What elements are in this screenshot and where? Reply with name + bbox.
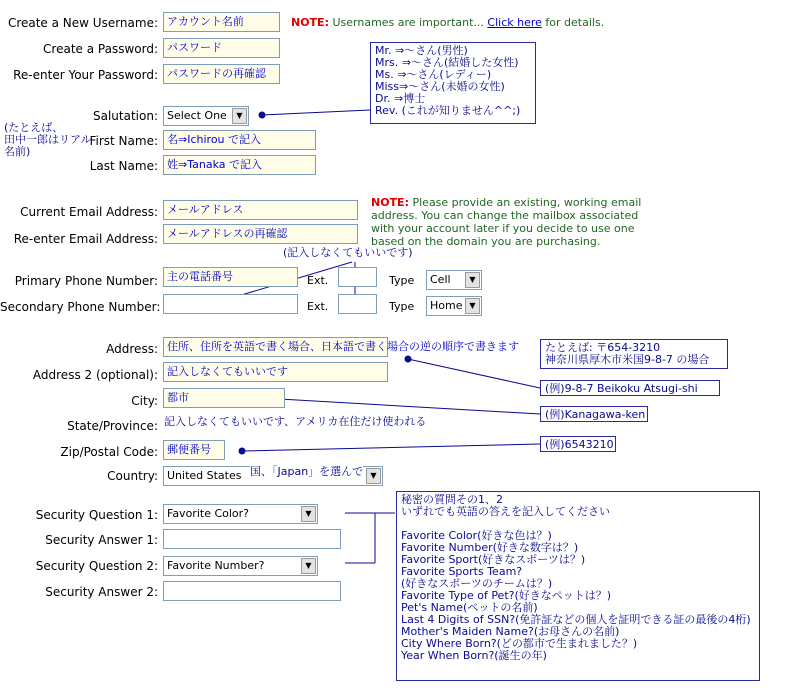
label-salutation: Salutation: [93,109,158,123]
email-note-line: based on the domain you are purchasing. [371,235,601,248]
security-question-2-select[interactable] [163,556,318,576]
label-zip: Zip/Postal Code: [60,445,158,459]
security-note-line: (好きなスポーツのチームは？) [401,577,553,590]
label-primary-phone: Primary Phone Number: [14,274,158,288]
city-input[interactable]: 都市 [163,388,285,408]
security-note-line: Pet's Name(ペットの名前) [401,601,538,614]
secondary-type-value: Home [430,299,463,312]
salutation-select[interactable] [163,106,249,126]
label-email: Current Email Address: [20,205,158,219]
reenter-password-input[interactable]: パスワードの再確認 [163,64,280,84]
security-note-line: Favorite Sport(好きなスポーツは？) [401,553,586,566]
security-note-line: City Where Born?(どの都市で生まれました？) [401,637,638,650]
salutation-value: Select One [167,109,227,122]
label-country: Country: [107,469,158,483]
label-primary-type: Type [389,274,415,287]
label-address: Address: [106,342,158,356]
email-note-line: with your account later if you decide to use one [371,222,635,235]
security-annotation-box [396,491,760,681]
security-note-line: Mother's Maiden Name?(お母さんの名前) [401,625,620,638]
country-value: United States [167,469,242,482]
address-en-example-box: (例)9-8-7 Beikoku Atsugi-shi [540,380,720,396]
label-secondary-phone: Secondary Phone Number: [0,300,161,314]
state-value: 記入しなくてもいいです、アメリカ在住だけ使われる [164,415,427,428]
chevron-down-icon[interactable]: ▼ [301,558,316,574]
label-city: City: [131,394,158,408]
salutation-note-line: Dr. ⇒博士 [375,92,426,105]
username-input[interactable]: アカウント名前 [163,12,280,32]
email-note [371,196,641,248]
name-annotation [4,122,92,158]
last-name-input[interactable]: 姓⇒Tanaka で記入 [163,155,316,175]
security-answer-2-input[interactable] [163,581,341,601]
primary-ext-input[interactable] [338,267,377,287]
label-secondary-type: Type [389,300,415,313]
salutation-note-line: Mrs. ⇒〜さん(結婚した女性) [375,56,519,69]
label-secondary-ext: Ext. [307,300,329,313]
primary-type-select[interactable] [426,270,482,290]
secondary-ext-input[interactable] [338,294,377,314]
salutation-annotation-box [370,42,536,124]
security-answer-1-input[interactable] [163,529,341,549]
email-input[interactable]: メールアドレス [163,200,358,220]
city-example-box: (例)Kanagawa-ken [540,406,648,422]
country-annotation: 国、「Japan」を選んで [250,465,364,478]
label-reenter-password: Re-enter Your Password: [13,68,158,82]
chevron-down-icon[interactable]: ▼ [366,468,381,484]
name-note-line: 田中一郎はリアル [4,133,92,146]
security-note-line: Last 4 Digits of SSN?(免許証などの個人を証明できる証の最後の4桁) [401,613,751,626]
email-note-line: address. You can change the mailbox associated [371,209,639,222]
chevron-down-icon[interactable]: ▼ [465,272,480,288]
salutation-note-line: Mr. ⇒〜さん(男性) [375,44,468,57]
label-address2: Address 2 (optional): [32,368,158,382]
username-note [291,16,604,29]
address2-input[interactable]: 記入しなくてもいいです [163,362,388,382]
security-note-line: いずれでも英語の答えを記入してください [401,505,610,518]
secondary-type-select[interactable] [426,296,482,316]
salutation-note-line: Rev. (これが知りません^^;) [375,104,521,117]
security-note-line: 秘密の質問その1、2 [401,493,503,506]
email-note-line: Please provide an existing, working email [408,196,642,209]
primary-phone-input[interactable]: 主の電話番号 [163,267,298,287]
password-input[interactable]: パスワード [163,38,280,58]
name-note-line: (たとえば、 [4,121,64,134]
primary-type-value: Cell [430,273,451,286]
label-sec-a2: Security Answer 2: [45,585,158,599]
salutation-note-line: Ms. ⇒〜さん(レディー) [375,68,492,81]
sec-q2-value: Favorite Number? [167,559,265,572]
address-example-box [540,339,728,369]
email-note-label: NOTE: [371,196,409,209]
address-example-line: 神奈川県厚木市米国9-8-7 の場合 [545,353,710,366]
name-note-line: 名前) [4,145,31,158]
secondary-phone-input[interactable] [163,294,298,314]
username-note-text: Usernames are important... [328,16,488,29]
details-link[interactable]: Click here [487,16,542,29]
security-note-line: Year When Born?(誕生の年) [401,649,547,662]
username-note-tail: for details. [541,16,605,29]
chevron-down-icon[interactable]: ▼ [301,506,316,522]
label-password: Create a Password: [43,42,158,56]
label-first-name: First Name: [89,134,158,148]
label-state: State/Province: [67,419,158,433]
phone-optional-annotation: (記入しなくてもいいです) [283,246,413,259]
label-last-name: Last Name: [89,159,158,173]
username-note-label: NOTE: [291,16,329,29]
label-sec-q2: Security Question 2: [35,559,158,573]
chevron-down-icon[interactable]: ▼ [232,108,247,124]
chevron-down-icon[interactable]: ▼ [465,298,480,314]
salutation-note-line: Miss⇒〜さん(未婚の女性) [375,80,505,93]
address-input[interactable]: 住所、住所を英語で書く場合、日本語で書く場合の逆の順序で書きます [163,337,388,357]
label-reenter-email: Re-enter Email Address: [13,232,158,246]
label-primary-ext: Ext. [307,274,329,287]
security-question-1-select[interactable] [163,504,318,524]
label-sec-q1: Security Question 1: [35,508,158,522]
security-note-line: Favorite Color(好きな色は？) [401,529,552,542]
security-note-line: Favorite Sports Team? [401,565,523,578]
security-note-line: Favorite Number(好きな数字は？) [401,541,579,554]
sec-q1-value: Favorite Color? [167,507,250,520]
reenter-email-input[interactable]: メールアドレスの再確認 [163,224,358,244]
label-new-username: Create a New Username: [7,16,158,30]
first-name-input[interactable]: 名⇒Ichirou で記入 [163,130,316,150]
security-note-line: Favorite Type of Pet?(好きなペットは？) [401,589,612,602]
label-sec-a1: Security Answer 1: [45,533,158,547]
zip-example-box: (例)6543210 [540,436,616,452]
address-example-line: たとえば: 〒654-3210 [545,341,661,354]
zip-input[interactable]: 郵便番号 [163,440,225,460]
